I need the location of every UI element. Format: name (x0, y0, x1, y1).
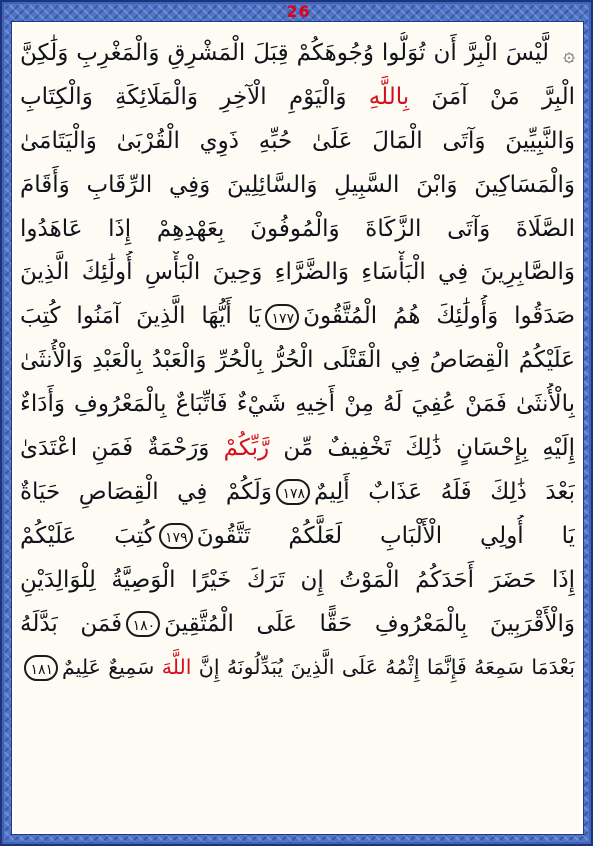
verse-text: يَا أُولِي الْأَلْبَابِ لَعَلَّكُمْ تَتَّقُونَ (196, 522, 575, 549)
verse-text: وَالْمَسَاكِينَ وَابْنَ السَّبِيلِ وَالسَّائِلِينَ وَفِي الرِّقَابِ وَأَقَامَ (20, 171, 575, 198)
quran-text-area (20, 32, 575, 828)
verse-text: صَدَقُوا وَأُولَٰئِكَ هُمُ الْمُتَّقُونَ (303, 303, 575, 330)
verse-number-marker: ١٨٠ (126, 611, 160, 637)
verse-text: بِالْأُنثَىٰ فَمَنْ عُفِيَ لَهُ مِنْ أَخِيهِ شَيْءٌ فَاتِّبَاعٌ بِالْمَعْرُوفِ وَأَدَاءٌ (20, 391, 575, 418)
quran-line (20, 559, 575, 603)
quran-line (20, 76, 575, 120)
verse-text: وَالصَّابِرِينَ فِي الْبَأْسَاءِ وَالضَّرَّاءِ وَحِينَ الْبَأْسِ أُولَٰئِكَ الَّذِينَ (20, 259, 575, 286)
divine-name-text: بِاللَّهِ (368, 83, 410, 110)
quran-line (20, 120, 575, 164)
verse-text: وَالنَّبِيِّينَ وَآتَى الْمَالَ عَلَىٰ حُبِّهِ ذَوِي الْقُرْبَىٰ وَالْيَتَامَىٰ (20, 127, 575, 154)
quran-line (20, 603, 575, 647)
quran-line (20, 383, 575, 427)
verse-text: وَلَكُمْ فِي الْقِصَاصِ حَيَاةٌ (20, 478, 273, 505)
verse-text: بَعْدَ ذَٰلِكَ فَلَهُ عَذَابٌ أَلِيمٌ (314, 478, 575, 505)
quran-line (20, 295, 575, 339)
verse-number-marker: ١٨١ (24, 655, 58, 681)
verse-text: سَمِيعٌ عَلِيمٌ (62, 655, 162, 680)
divine-name-text: اللَّهَ (161, 655, 192, 680)
quran-line (20, 339, 575, 383)
quran-line (20, 646, 575, 690)
verse-text: فَمَن بَدَّلَهُ (20, 610, 123, 637)
verse-text: لَّيْسَ الْبِرَّ أَن تُوَلُّوا وُجُوهَكُمْ قِبَلَ الْمَشْرِقِ وَالْمَغْرِبِ وَلَٰكِنَّ (20, 40, 549, 66)
verse-text: كُتِبَ عَلَيْكُمْ (20, 522, 155, 549)
verse-text: الْبِرَّ مَنْ آمَنَ (409, 83, 575, 110)
quran-line (20, 251, 575, 295)
page-number: 26 (286, 2, 311, 21)
verse-text: إِذَا حَضَرَ أَحَدَكُمُ الْمَوْتُ إِن تَرَكَ خَيْرًا الْوَصِيَّةُ لِلْوَالِدَيْنِ (20, 566, 575, 593)
verse-number-marker: ١٧٩ (159, 523, 193, 549)
quran-line (20, 471, 575, 515)
verse-text: الصَّلَاةَ وَآتَى الزَّكَاةَ وَالْمُوفُونَ بِعَهْدِهِمْ إِذَا عَاهَدُوا (20, 215, 575, 242)
verse-text: وَالْيَوْمِ الْآخِرِ وَالْمَلَائِكَةِ وَالْكِتَابِ (20, 83, 369, 110)
verse-text: عَلَيْكُمُ الْقِصَاصُ فِي الْقَتْلَى الْحُرُّ بِالْحُرِّ وَالْعَبْدُ بِالْعَبْدِ وَالْأُنثَىٰ (20, 347, 575, 374)
divine-name-text: رَّبِّكُمْ (223, 435, 270, 462)
star-ornament-icon: ۞ (563, 41, 575, 66)
quran-line (20, 208, 575, 252)
quran-line (20, 164, 575, 208)
quran-line (20, 32, 575, 76)
verse-text: إِلَيْهِ بِإِحْسَانٍ ذَٰلِكَ تَخْفِيفٌ مِّن (269, 435, 575, 462)
verse-number-marker: ١٧٧ (265, 304, 299, 330)
verse-text: وَالْأَقْرَبِينَ بِالْمَعْرُوفِ حَقًّا عَلَى الْمُتَّقِينَ (164, 610, 575, 637)
verse-text: يَا أَيُّهَا الَّذِينَ آمَنُوا كُتِبَ (20, 303, 262, 330)
verse-text: بَعْدَمَا سَمِعَهُ فَإِنَّمَا إِثْمُهُ عَلَى الَّذِينَ يُبَدِّلُونَهُ إِنَّ (191, 655, 575, 680)
quran-line (20, 427, 575, 471)
quran-line (20, 515, 575, 559)
verse-text: وَرَحْمَةٌ فَمَنِ اعْتَدَىٰ (20, 435, 224, 462)
verse-number-marker: ١٧٨ (276, 479, 310, 505)
